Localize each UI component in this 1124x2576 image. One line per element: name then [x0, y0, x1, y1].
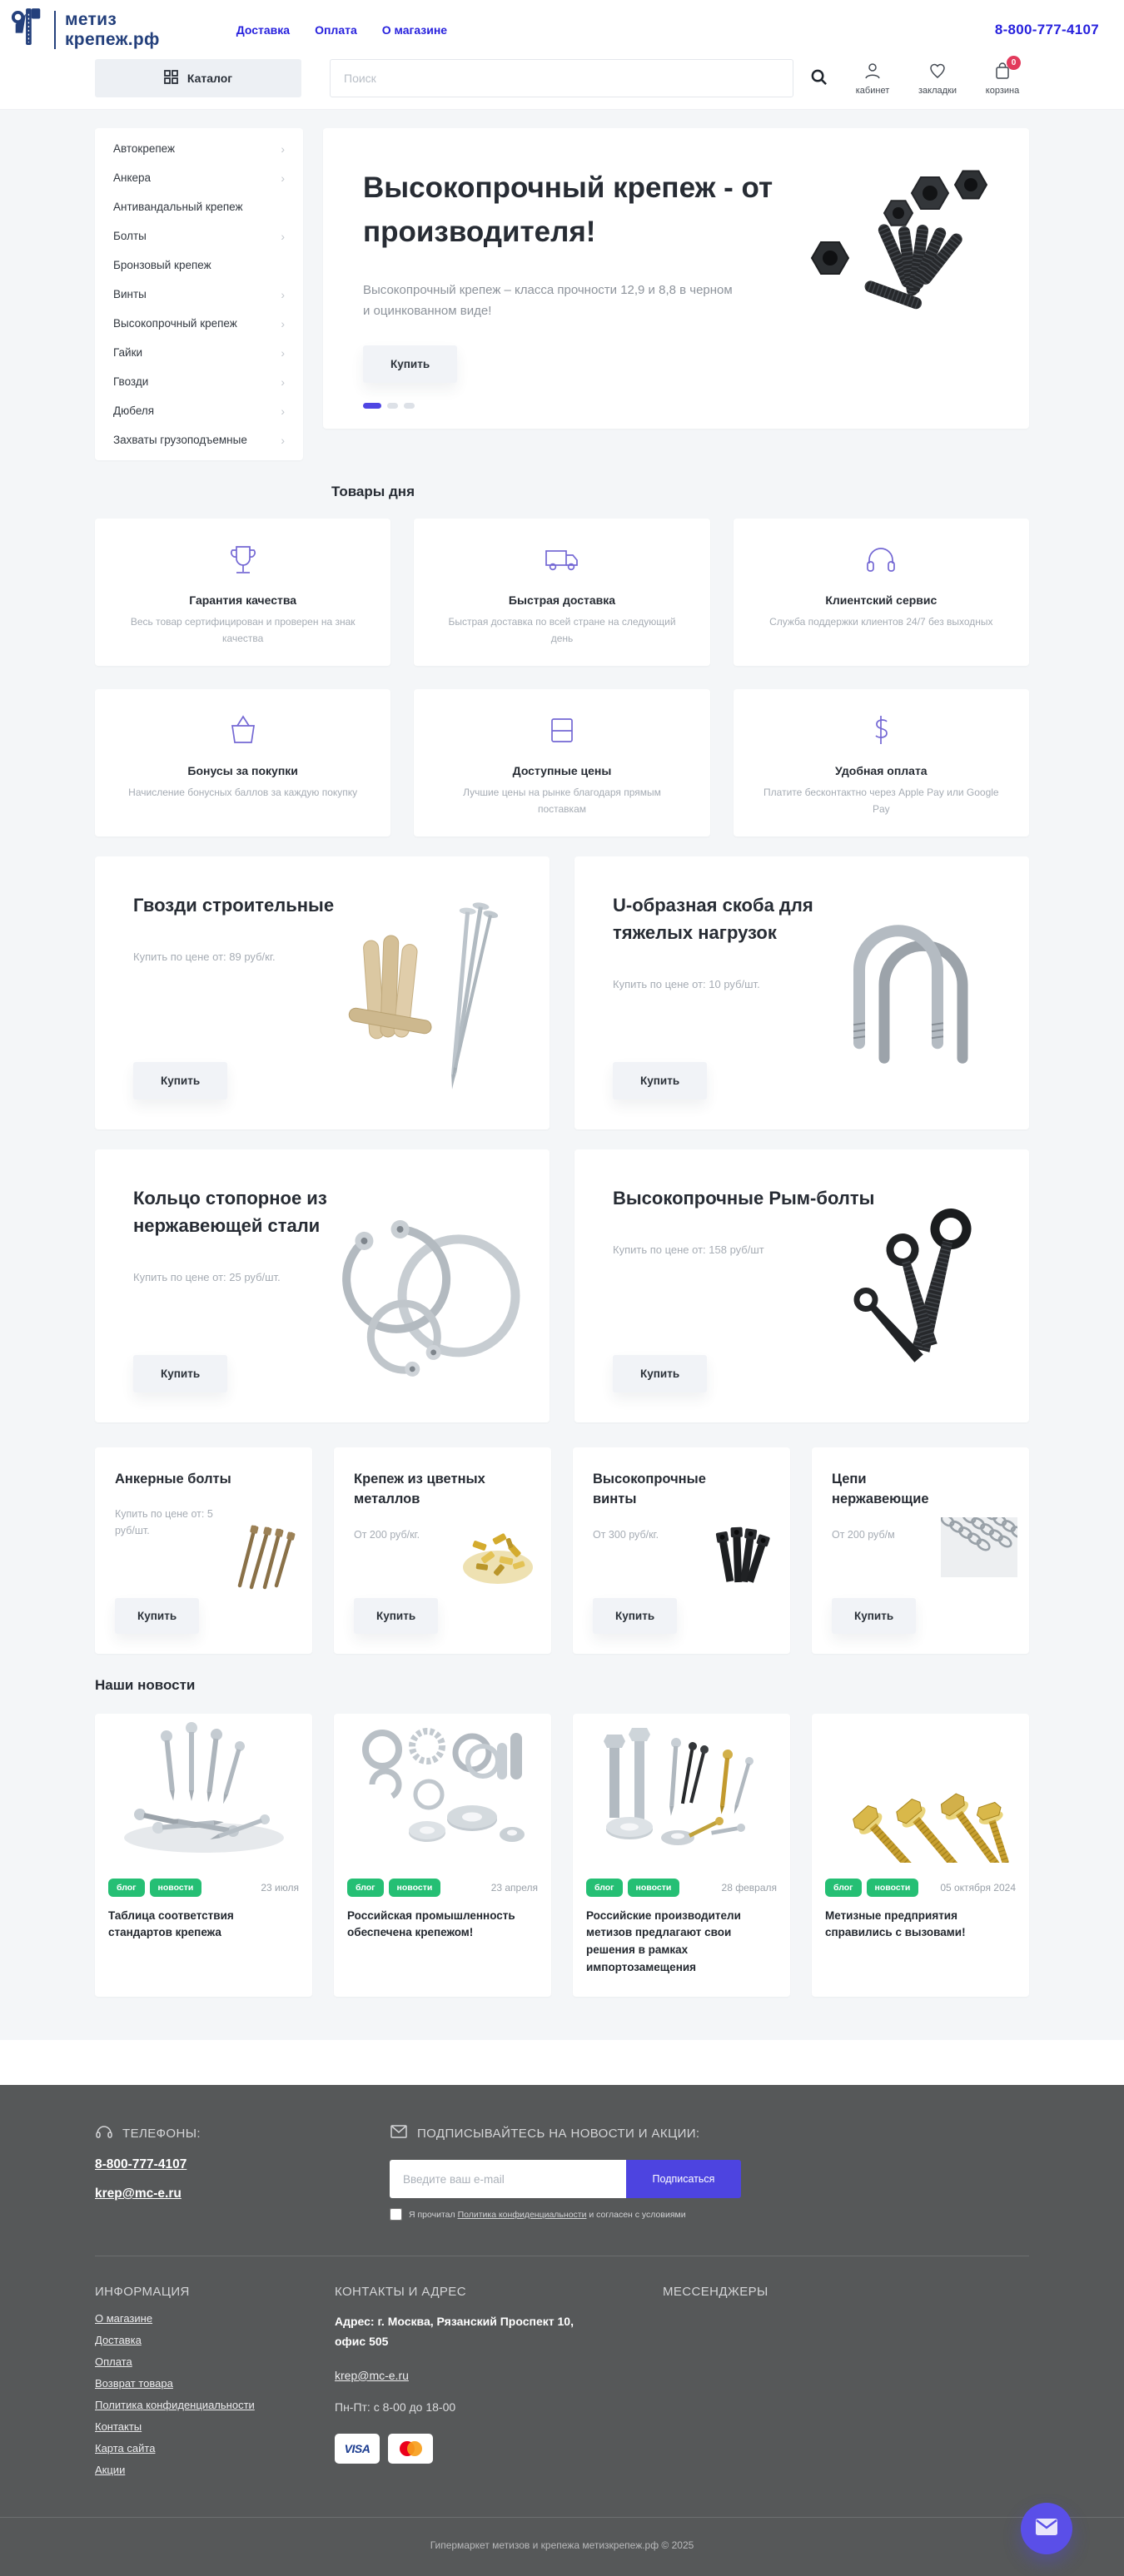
sidebar-item-antivandalnyj[interactable]: Антивандальный крепеж — [113, 201, 243, 213]
nav-delivery-link[interactable]: Доставка — [236, 22, 291, 37]
feature-payment — [734, 689, 1029, 836]
product-card-eyebolt — [574, 1149, 1029, 1422]
news-badge[interactable]: новости — [150, 1879, 202, 1897]
feature-title: Клиентский сервис — [825, 593, 937, 607]
brass-fasteners-image — [456, 1517, 540, 1596]
sidebar-item-bolty[interactable]: Болты › — [113, 229, 285, 243]
featured-products-row-1 — [95, 856, 1029, 1129]
footer-messengers-column — [663, 2285, 1029, 2485]
cart-label: корзина — [985, 85, 1020, 96]
feature-text: Лучшие цены на рынке благодаря прямым поставкам — [463, 786, 661, 816]
news-title[interactable]: Российские производители метизов предлагают свои решения в рамках импортозамещения — [586, 1908, 741, 1974]
subscribe-email-input[interactable] — [390, 2160, 626, 2198]
footer-copyright: Гипермаркет метизов и крепежа метизкрепеж.рф © 2025 — [0, 2517, 1124, 2576]
feature-title: Удобная оплата — [835, 763, 928, 777]
news-title[interactable]: Метизные предприятия справились с вызовами! — [825, 1908, 966, 1939]
footer-phones-heading: ТЕЛЕФОНЫ: — [95, 2123, 321, 2143]
contacts-heading: КОНТАКТЫ И АДРЕС — [335, 2285, 466, 2300]
eyebolt-product-image — [834, 1199, 1009, 1387]
chevron-right-icon: › — [281, 229, 285, 243]
feature-text: Быстрая доставка по всей стране на следующий день — [448, 616, 676, 645]
privacy-policy-link[interactable]: Политика конфиденциальности — [457, 2209, 587, 2220]
footer-email-link[interactable]: krep@mc-e.ru — [95, 2186, 182, 2201]
chat-widget-button[interactable] — [1021, 2503, 1072, 2554]
info-heading: ИНФОРМАЦИЯ — [95, 2285, 190, 2300]
footer-subscribe-block — [390, 2123, 741, 2221]
card-icon — [543, 738, 581, 752]
product-price: Купить по цене от: 10 руб/шт. — [613, 977, 760, 990]
buy-button[interactable]: Купить — [133, 1062, 227, 1099]
news-meta — [95, 1870, 312, 1897]
chevron-right-icon: › — [281, 375, 285, 389]
subscribe-form — [390, 2160, 741, 2198]
bookmarks-button[interactable] — [911, 62, 964, 96]
grid-icon — [164, 70, 178, 87]
news-meta — [812, 1870, 1029, 1897]
hero-banner — [323, 128, 1029, 429]
product-card-nails — [95, 856, 550, 1129]
buy-button[interactable]: Купить — [613, 1355, 707, 1392]
footer-link-contacts[interactable]: Контакты — [95, 2420, 142, 2434]
chat-envelope-icon — [1035, 2518, 1058, 2540]
carousel-dot-1[interactable] — [363, 403, 381, 409]
products-day-heading: Товары дня — [331, 484, 415, 499]
envelope-icon — [390, 2123, 408, 2143]
footer-link-about[interactable]: О магазине — [95, 2312, 153, 2325]
site-header — [0, 0, 1124, 109]
footer-link-delivery[interactable]: Доставка — [95, 2334, 142, 2347]
blog-badge[interactable]: блог — [586, 1879, 623, 1897]
sidebar-item-dyubelya[interactable]: Дюбеля › — [113, 404, 285, 418]
logo[interactable] — [10, 7, 160, 52]
product-title: Высокопрочные Рым-болты — [613, 1187, 875, 1209]
footer-columns — [95, 2256, 1029, 2517]
news-image-yellow-screws — [812, 1714, 1029, 1870]
consent-checkbox[interactable] — [390, 2208, 402, 2221]
footer-phones-block — [95, 2123, 321, 2221]
feature-text: Начисление бонусных баллов за каждую покупку — [128, 786, 358, 798]
header-phone-link[interactable]: 8-800-777-4107 — [994, 21, 1099, 37]
header-bottom-row — [95, 59, 1029, 109]
nails-product-image — [305, 895, 530, 1107]
product-card-ubolt — [574, 856, 1029, 1129]
catalog-button[interactable] — [95, 59, 301, 97]
footer-phone-link[interactable]: 8-800-777-4107 — [95, 2157, 187, 2172]
feature-title: Доступные цены — [512, 763, 612, 777]
news-image-washers — [334, 1714, 551, 1870]
logo-text — [65, 10, 160, 48]
ubolt-product-image — [834, 918, 1009, 1080]
news-title[interactable]: Таблица соответствия стандартов крепежа — [108, 1908, 234, 1939]
footer-link-payment[interactable]: Оплата — [95, 2355, 132, 2369]
sidebar-item-bronzovyj[interactable]: Бронзовый крепеж — [113, 259, 211, 271]
footer-hours: Пн-Пт: с 8-00 до 18-00 — [335, 2400, 456, 2414]
news-badge[interactable]: новости — [867, 1879, 919, 1897]
feature-title: Быстрая доставка — [508, 593, 616, 607]
small-products-row — [95, 1447, 1029, 1654]
cart-button[interactable] — [976, 57, 1029, 96]
news-badge[interactable]: новости — [628, 1879, 680, 1897]
product-price: От 300 руб/кг. — [593, 1529, 659, 1541]
mastercard-logo — [388, 2434, 433, 2464]
catalog-button-label: Каталог — [187, 72, 233, 85]
feature-bonus — [95, 689, 390, 836]
logo-divider — [54, 11, 56, 49]
chevron-right-icon: › — [281, 287, 285, 301]
feature-text: Платите бесконтактно через Apple Pay или Google Pay — [763, 786, 999, 816]
product-title: U-образная скоба для тяжелых нагрузок — [613, 894, 813, 943]
news-date: 05 октября 2024 — [940, 1881, 1016, 1894]
sidebar-item-gvozdi[interactable]: Гвозди › — [113, 375, 285, 389]
feature-title: Гарантия качества — [189, 593, 297, 607]
news-grid — [95, 1714, 1029, 1998]
chevron-right-icon: › — [281, 404, 285, 418]
basket-icon — [224, 738, 262, 752]
product-price: Купить по цене от: 158 руб/шт — [613, 1243, 764, 1256]
buy-button[interactable]: Купить — [115, 1598, 199, 1634]
search-input[interactable] — [330, 59, 793, 97]
account-menu — [846, 57, 1029, 96]
footer-link-privacy[interactable]: Политика конфиденциальности — [95, 2399, 255, 2412]
hero-product-image — [805, 160, 1001, 318]
messengers-heading: МЕССЕНДЖЕРЫ — [663, 2285, 768, 2300]
product-card-chains — [812, 1447, 1029, 1654]
news-card-industry[interactable] — [334, 1714, 551, 1998]
headset-icon — [95, 2123, 113, 2143]
footer-link-returns[interactable]: Возврат товара — [95, 2377, 173, 2390]
news-card-import[interactable] — [573, 1714, 790, 1998]
feature-prices — [414, 689, 709, 836]
features-row-2 — [95, 689, 1029, 836]
nav-payment-link[interactable]: Оплата — [315, 22, 357, 37]
product-price: От 200 руб/м — [832, 1529, 895, 1541]
chevron-right-icon: › — [281, 171, 285, 185]
sidebar-item-zahvaty[interactable]: Захваты грузоподъемные › — [113, 433, 285, 447]
blog-badge[interactable]: блог — [825, 1879, 862, 1897]
feature-text: Весь товар сертифицирован и проверен на знак качества — [130, 616, 356, 645]
hero-subtitle: Высокопрочный крепеж – класса прочности 12,9 и 8,8 в черном и оцинкованном виде! — [363, 283, 733, 318]
product-price: Купить по цене от: 5 руб/шт. — [115, 1508, 213, 1537]
blog-badge[interactable]: блог — [108, 1879, 145, 1897]
sidebar-item-vysokoprochnyj[interactable]: Высокопрочный крепеж › — [113, 316, 285, 330]
news-date: 23 июля — [261, 1881, 299, 1894]
footer-info-column — [95, 2285, 335, 2485]
product-price: Купить по цене от: 89 руб/кг. — [133, 950, 276, 963]
news-meta — [334, 1870, 551, 1897]
feature-text: Служба поддержки клиентов 24/7 без выходных — [769, 616, 993, 628]
subscribe-button[interactable]: Подписаться — [626, 2160, 741, 2198]
features-row-1 — [95, 519, 1029, 666]
caliper-logo-icon — [10, 7, 45, 52]
news-card-success[interactable] — [812, 1714, 1029, 1998]
black-screws-image — [708, 1517, 778, 1598]
hero-title: Высокопрочный крепеж - от производителя! — [363, 171, 773, 248]
user-icon — [863, 62, 882, 82]
buy-button[interactable]: Купить — [832, 1598, 916, 1634]
product-card-anchor-bolts — [95, 1447, 312, 1654]
truck-icon — [541, 568, 583, 582]
product-title: Анкерные болты — [115, 1471, 231, 1487]
search-icon — [810, 68, 828, 88]
chevron-right-icon: › — [281, 141, 285, 156]
news-image-screw-pile — [95, 1714, 312, 1870]
news-meta — [573, 1870, 790, 1897]
product-title: Кольцо стопорное из нержавеющей стали — [133, 1187, 327, 1236]
product-title: Крепеж из цветных металлов — [354, 1471, 485, 1507]
product-card-nonferrous — [334, 1447, 551, 1654]
feature-service — [734, 519, 1029, 666]
bookmarks-label: закладки — [918, 85, 957, 96]
logo-line1: метиз — [65, 10, 117, 30]
footer-link-promos[interactable]: Акции — [95, 2464, 126, 2477]
nav-about-link[interactable]: О магазине — [381, 22, 448, 37]
footer-contact-email-link[interactable]: krep@mc-e.ru — [335, 2368, 409, 2382]
feature-quality — [95, 519, 390, 666]
buy-button[interactable]: Купить — [354, 1598, 438, 1634]
cart-count-badge: 0 — [1007, 56, 1021, 70]
payment-methods — [335, 2434, 663, 2464]
chevron-right-icon: › — [281, 345, 285, 360]
chevron-right-icon: › — [281, 433, 285, 447]
news-date: 28 февраля — [721, 1881, 777, 1894]
featured-products-row-2 — [95, 1149, 1029, 1422]
product-title: Цепи нержавеющие — [832, 1471, 929, 1507]
visa-logo: VISA — [335, 2434, 380, 2464]
footer-link-sitemap[interactable]: Карта сайта — [95, 2442, 156, 2455]
blog-badge[interactable]: блог — [347, 1879, 384, 1897]
product-card-hs-screws — [573, 1447, 790, 1654]
consent-prefix: Я прочитал — [409, 2209, 455, 2220]
sidebar-item-ankera[interactable]: Анкера › — [113, 171, 285, 185]
consent-suffix: и согласен с условиями — [589, 2209, 686, 2220]
search-button[interactable] — [810, 68, 828, 88]
header-nav — [236, 23, 447, 37]
product-title: Гвозди строительные — [133, 894, 335, 916]
site-footer — [0, 2085, 1124, 2576]
footer-contacts-column — [335, 2285, 663, 2485]
news-heading: Наши новости — [95, 1676, 196, 1693]
main-content — [0, 109, 1124, 2040]
feature-delivery — [414, 519, 709, 666]
cabinet-label: кабинет — [855, 85, 890, 96]
product-title: Высокопрочные винты — [593, 1471, 706, 1507]
carousel-dot-2[interactable] — [387, 403, 398, 409]
feature-title: Бонусы за покупки — [187, 763, 298, 777]
news-badge[interactable]: новости — [389, 1879, 441, 1897]
header-top-row — [0, 0, 1124, 56]
sidebar-item-vinty[interactable]: Винты › — [113, 287, 285, 301]
news-title[interactable]: Российская промышленность обеспечена крепежом! — [347, 1908, 515, 1939]
trophy-icon — [224, 568, 262, 582]
dollar-icon — [862, 738, 900, 752]
footer-top — [95, 2085, 1029, 2224]
product-card-ring — [95, 1149, 550, 1422]
product-price: Купить по цене от: 25 руб/шт. — [133, 1270, 281, 1283]
news-date: 23 апреля — [490, 1881, 538, 1894]
hero-buy-button[interactable]: Купить — [363, 345, 457, 383]
product-price: От 200 руб/кг. — [354, 1529, 420, 1541]
cabinet-button[interactable] — [846, 62, 899, 96]
news-image-bolts-mix — [573, 1714, 790, 1870]
retaining-ring-product-image — [305, 1195, 530, 1391]
news-card-standards[interactable] — [95, 1714, 312, 1998]
headphones-icon — [862, 568, 900, 582]
logo-line2: крепеж.рф — [65, 29, 160, 49]
footer-address: Адрес: г. Москва, Рязанский Проспект 10, офис 505 — [335, 2315, 574, 2349]
buy-button[interactable]: Купить — [593, 1598, 677, 1634]
search-bar — [330, 59, 846, 97]
sidebar-item-gajki[interactable]: Гайки › — [113, 345, 285, 360]
category-sidebar — [95, 128, 303, 460]
heart-icon — [928, 62, 947, 82]
carousel-dots — [363, 403, 989, 409]
chains-image — [941, 1517, 1017, 1581]
chevron-right-icon: › — [281, 316, 285, 330]
buy-button[interactable]: Купить — [133, 1355, 227, 1392]
buy-button[interactable]: Купить — [613, 1062, 707, 1099]
consent-row — [390, 2208, 741, 2221]
footer-subscribe-heading: ПОДПИСЫВАЙТЕСЬ НА НОВОСТИ И АКЦИИ: — [390, 2123, 741, 2143]
anchor-bolts-image — [221, 1517, 301, 1596]
carousel-dot-3[interactable] — [404, 403, 415, 409]
sidebar-item-autokrepezh[interactable]: Автокрепеж › — [113, 141, 285, 156]
